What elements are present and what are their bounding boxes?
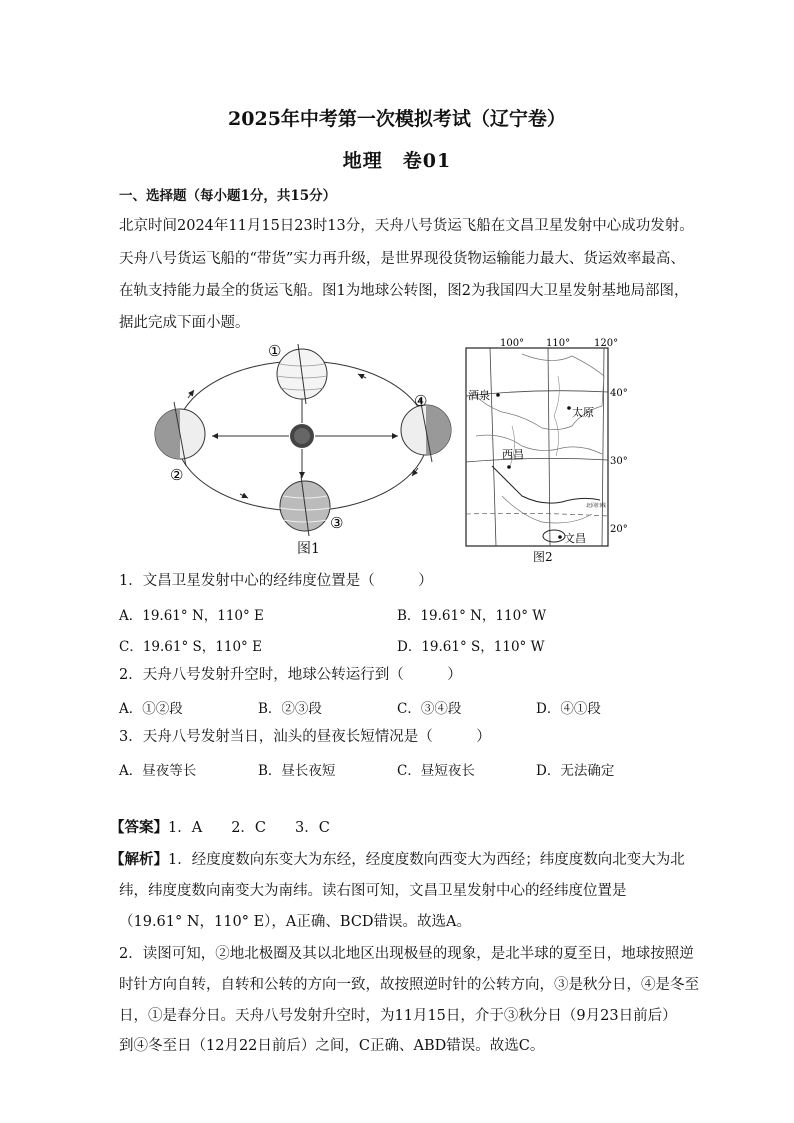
question-1-option-c: C．19.61° S，110° E [119,639,262,655]
wenchang-dot [558,535,562,539]
analysis-line: （19.61° N，110° E），A正确、BCD错误。故选A。 [119,914,472,930]
answer-row [110,818,690,838]
figure2-launch-base-map [462,336,630,566]
taiyuan-dot [567,406,571,410]
jiuquan-dot [496,393,500,397]
site-label-wenchang: 文昌 [564,532,586,545]
passage-line: 天舟八号货运飞船的“带货”实力再升级，是世界现役货物运输能力最大、货运效率最高、 [119,251,685,267]
analysis-line: 纬，纬度度数向南变大为南纬。读右图可知，文昌卫星发射中心的经纬度位置是 [119,883,627,899]
longitude-label-110: 110° [546,338,571,349]
exam-title: 2025年中考第一次模拟考试（辽宁卷） [228,108,566,130]
question-3-option-b: B．昼长夜短 [258,763,336,779]
figure1-revolution-diagram [150,338,460,560]
site-label-jiuquan: 酒泉 [468,389,490,402]
question-1-option-a: A．19.61° N，110° E [119,608,264,624]
latitude-label-20: 20° [610,524,628,535]
question-2-option-b: B．②③段 [258,701,322,717]
question-3-option-a: A．昼夜等长 [119,763,197,779]
earth-position-3 [280,476,330,536]
position-label-2: ② [170,466,184,484]
position-label-1: ① [268,342,282,360]
latitude-label-30: 30° [610,456,628,467]
figure2-caption: 图2 [533,550,553,564]
question-1-option-b: B．19.61° N，110° W [397,608,547,624]
xichang-dot [507,465,511,469]
passage-line: 据此完成下面小题。 [119,315,250,331]
question-2-option-d: D．④①段 [536,701,601,717]
analysis-line: 日，①是春分日。天舟八号发射升空时，为11月15日，介于③秋分日（9月23日前后） [119,1008,677,1024]
passage-line: 在轨支持能力最全的货运飞船。图1为地球公转图，图2为我国四大卫星发射基地局部图， [119,283,689,299]
analysis-line: 时针方向自转，自转和公转的方向一致，故按照逆时针的公转方向，③是秋分日，④是冬至 [119,977,699,993]
analysis-line: 2．读图可知，②地北极圈及其以北地区出现极昼的现象，是北半球的夏至日，地球按照逆 [119,946,694,962]
question-1-option-d: D．19.61° S，110° W [397,639,545,655]
analysis-row [110,850,690,870]
site-label-xichang: 西昌 [502,448,524,461]
sun-icon [290,424,314,448]
analysis-line: 1．经度度数向东变大为东经，经度度数向西变大为西经；纬度度数向北变大为北 [168,852,685,868]
earth-position-2 [155,402,205,466]
passage-line: 北京时间2024年11月15日23时13分，天舟八号货运飞船在文昌卫星发射中心成功发射。 [119,218,694,234]
longitude-label-100: 100° [500,338,525,349]
question-1-stem: 1．文昌卫星发射中心的经纬度位置是（ ） [119,573,433,589]
question-2-option-a: A．①②段 [119,701,183,717]
question-2-option-c: C．③④段 [397,701,462,717]
answer-text: 1．A 2．C 3．C [168,820,330,836]
section-heading: 一、选择题（每小题1分，共15分） [119,188,337,204]
question-2-stem: 2．天舟八号发射升空时，地球公转运行到（ ） [119,667,462,683]
earth-position-1 [277,344,327,404]
analysis-line: 到④冬至日（12月22日前后）之间，C正确、ABD错误。故选C。 [119,1038,545,1054]
tropic-label: 北回归线 [586,503,607,509]
figure1-caption: 图1 [297,541,320,557]
analysis-label: 【解析】 [110,851,168,868]
question-3-option-c: C．昼短夜长 [397,763,475,779]
site-label-taiyuan: 太原 [572,406,594,419]
exam-subtitle: 地理 卷01 [342,150,452,172]
answer-label: 【答案】 [110,819,168,836]
question-3-option-d: D．无法确定 [536,763,615,779]
longitude-label-120: 120° [594,338,619,349]
latitude-label-40: 40° [610,388,628,399]
position-label-4: ④ [414,392,428,410]
position-label-3: ③ [330,514,344,532]
question-3-stem: 3．天舟八号发射当日，汕头的昼夜长短情况是（ ） [119,729,491,745]
